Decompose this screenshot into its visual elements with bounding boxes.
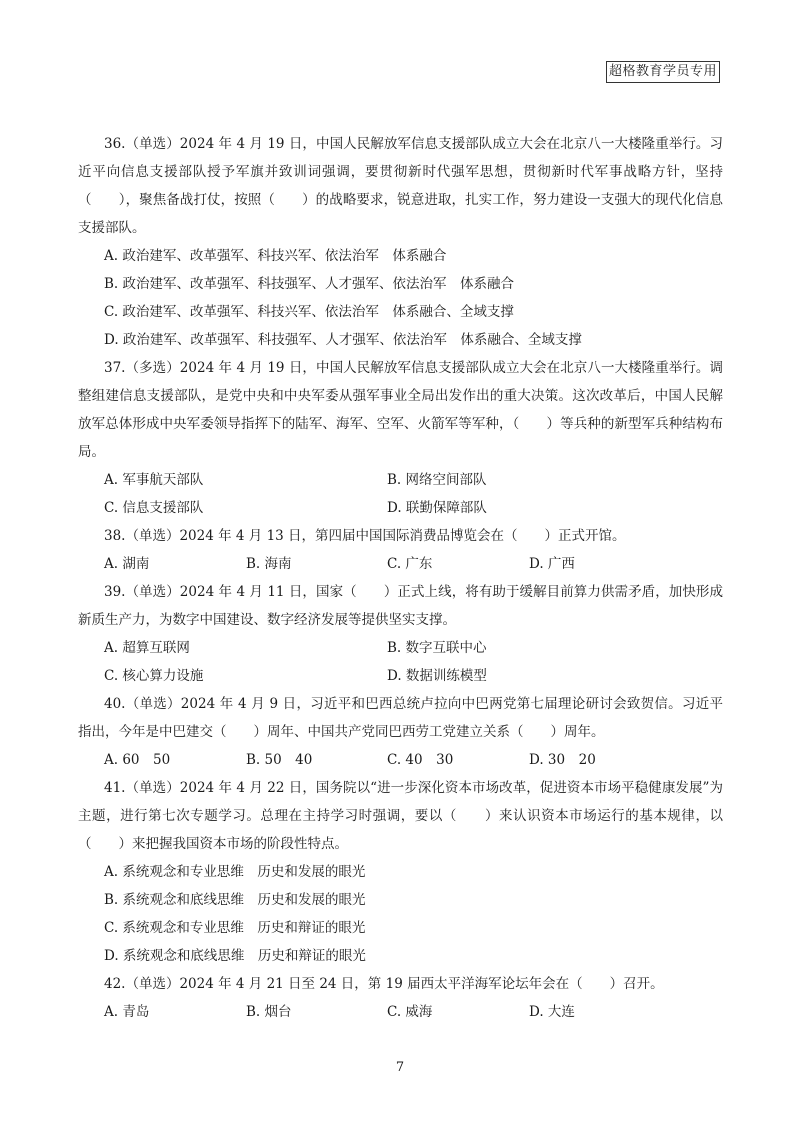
- option-d: D. 广西: [529, 556, 575, 572]
- student-only-badge: 超格教育学员专用: [606, 61, 720, 83]
- option-d: D. 系统观念和底线思维 历史和辩证的眼光: [104, 948, 366, 964]
- option-b: B. 系统观念和底线思维 历史和发展的眼光: [104, 892, 366, 908]
- option-row: [78, 998, 723, 1026]
- option-b: B. 政治建军、改革强军、科技强军、人才强军、依法治军 体系融合: [104, 276, 515, 292]
- option-c: C. 核心算力设施: [104, 668, 204, 684]
- question-text: 40.（单选）2024 年 4 月 9 日，习近平和巴西总统卢拉向中巴两党第七届理论研讨会致贺信。习近平指出，今年是中巴建交（ ）周年、中国共产党同巴西劳工党建立关系（ ）周年。: [78, 696, 723, 740]
- question-37: [78, 354, 723, 522]
- option-c: C. 系统观念和专业思维 历史和辩证的眼光: [104, 920, 366, 936]
- question-41: [78, 774, 723, 970]
- option-c: C. 政治建军、改革强军、科技兴军、依法治军 体系融合、全域支撑: [104, 304, 514, 320]
- question-text: 37.（多选）2024 年 4 月 19 日，中国人民解放军信息支援部队成立大会在北京八一大楼隆重举行。调整组建信息支援部队，是党中央和中央军委从强军事业全局出发作出的重大决策。这次改革后，中国人民解放军总体形成中央军委领导指挥下的陆军、海军、空军、火箭军等军种，（ ）等兵种的新型军兵种结构布局。: [78, 360, 723, 460]
- option-row: [78, 746, 723, 774]
- option-row: [78, 494, 723, 522]
- page-number: 7: [395, 1060, 405, 1075]
- option-b: B. 数字互联中心: [387, 640, 487, 656]
- option-d: D. 政治建军、改革强军、科技强军、人才强军、依法治军 体系融合、全域支撑: [104, 332, 582, 348]
- question-list: [78, 130, 723, 1026]
- option-a: A. 系统观念和专业思维 历史和发展的眼光: [104, 864, 366, 880]
- question-text: 36.（单选）2024 年 4 月 19 日，中国人民解放军信息支援部队成立大会在北京八一大楼隆重举行。习近平向信息支援部队授予军旗并致训词强调，要贯彻新时代强军思想，贯彻新时代军事战略方针，坚持（ ），聚焦备战打仗，按照（ ）的战略要求，锐意进取，扎实工作，努力建设一支强大的现代化信息支援部队。: [78, 136, 723, 236]
- option-b: B. 网络空间部队: [387, 472, 487, 488]
- option-d: D. 30 20: [529, 752, 596, 768]
- option-b: B. 50 40: [246, 752, 313, 768]
- option-row: [78, 662, 723, 690]
- option-b: B. 海南: [246, 556, 292, 572]
- question-text: 41.（单选）2024 年 4 月 22 日，国务院以“进一步深化资本市场改革，促进资本市场平稳健康发展”为主题，进行第七次专题学习。总理在主持学习时强调，要以（ ）来认识资本市场运行的基本规律，以（ ）来把握我国资本市场的阶段性特点。: [78, 780, 723, 852]
- question-40: [78, 690, 723, 774]
- option-row: [78, 634, 723, 662]
- question-42: [78, 970, 723, 1026]
- option-a: A. 超算互联网: [104, 640, 190, 656]
- question-39: [78, 578, 723, 690]
- option-c: C. 广东: [387, 556, 433, 572]
- option-a: A. 湖南: [104, 556, 150, 572]
- option-d: D. 数据训练模型: [387, 668, 487, 684]
- option-c: C. 40 30: [387, 752, 454, 768]
- question-36: [78, 130, 723, 354]
- option-c: C. 威海: [387, 1004, 433, 1020]
- option-a: A. 政治建军、改革强军、科技兴军、依法治军 体系融合: [104, 248, 447, 264]
- question-text: 39.（单选）2024 年 4 月 11 日，国家（ ）正式上线，将有助于缓解目前算力供需矛盾，加快形成新质生产力，为数字中国建设、数字经济发展等提供坚实支撑。: [78, 584, 723, 628]
- option-d: D. 大连: [529, 1004, 575, 1020]
- option-a: A. 青岛: [104, 1004, 150, 1020]
- option-d: D. 联勤保障部队: [387, 500, 487, 516]
- option-row: [78, 550, 723, 578]
- option-a: A. 军事航天部队: [104, 472, 204, 488]
- option-a: A. 60 50: [104, 752, 171, 768]
- option-c: C. 信息支援部队: [104, 500, 204, 516]
- option-b: B. 烟台: [246, 1004, 292, 1020]
- option-row: [78, 466, 723, 494]
- question-text: 42.（单选）2024 年 4 月 21 日至 24 日，第 19 届西太平洋海军论坛年会在（ ）召开。: [104, 976, 664, 992]
- question-38: [78, 522, 723, 578]
- question-text: 38.（单选）2024 年 4 月 13 日，第四届中国国际消费品博览会在（ ）正式开馆。: [104, 528, 626, 544]
